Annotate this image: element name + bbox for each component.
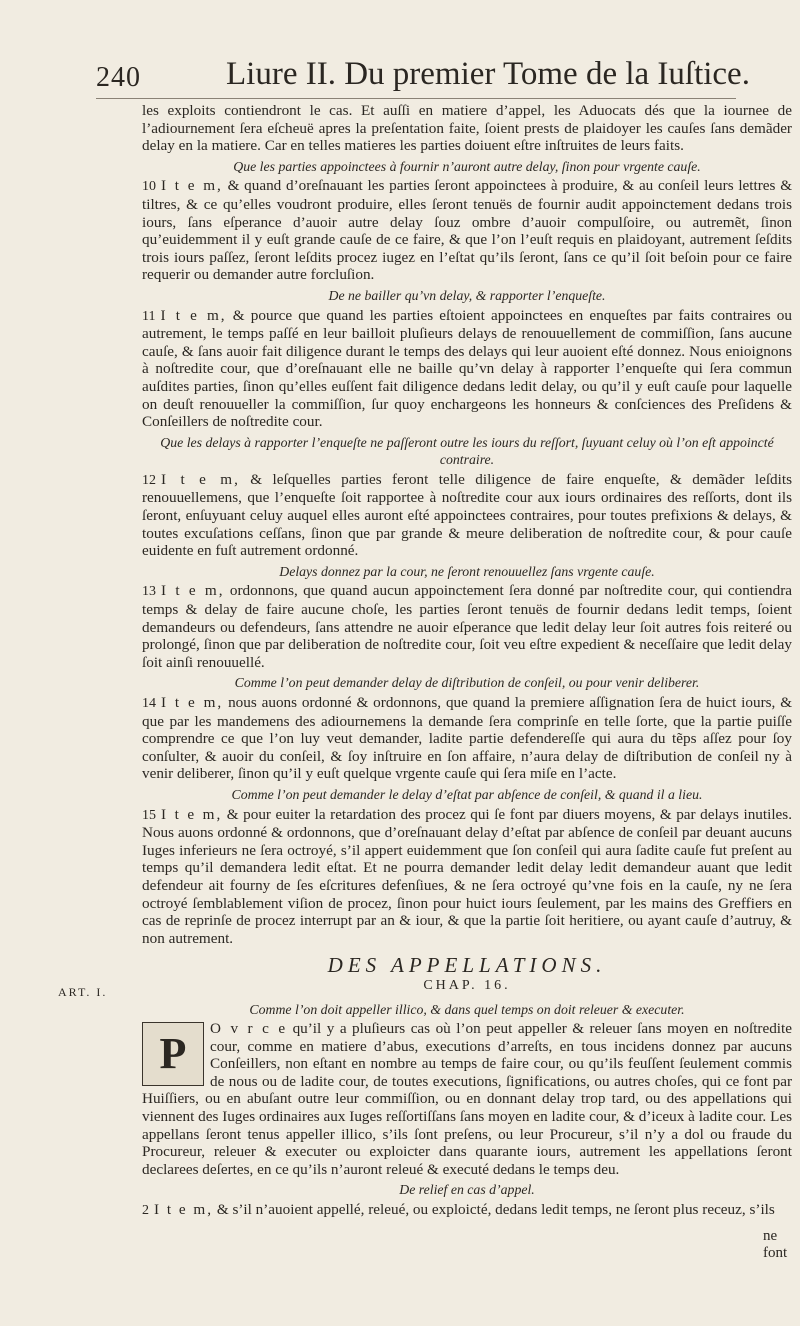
article-number: 14 <box>142 696 156 711</box>
article-1 <box>142 1020 792 1178</box>
article-summary: Que les parties appoinctees à fournir n’auront autre delay, ſinon pour vrgente cauſe. <box>233 158 701 174</box>
article-number: 2 <box>142 1203 149 1219</box>
article-13 <box>142 582 792 671</box>
item-word: I t e m, <box>161 177 223 195</box>
article-text: ordonnons, que quand aucun appoinctement ſera donné par noſtredite cour, qui contiendra temps & delay de faire aucune choſe, les parties ſeront tenuës de fournir dedans ledit temps, ſoient demandeurs ou defendeurs, ſans attendre ne auoir eſperance que ledit delay leur ſoit autres fois reiteré ou prolongé, ſinon que par deliberation de noſtredite cour, ſoit veu eſtre expedient & neceſſaire que ledit delay ſoit ainſi renouuellé. <box>142 582 792 671</box>
running-title: Liure II. Du premier Tome de la Iuſtice. <box>226 56 750 92</box>
running-header <box>96 54 750 99</box>
article-text: & leſquelles parties feront telle diligence de faire enqueſte, & demãder leſdits renouuellemens, que l’enqueſte ſoit rapportee à noſtredite cour aux iours ordinaires des reſſorts, dont ils ſeront, enſuyuant celuy auquel elles auront eſté appoinctees contraires, pour toutes prefixions & delays, & toutes excuſations ceſſans, ſinon que par grande & meure deliberation de noſtredite cour, & pour cauſe euidente en fuſt autrement ordonné. <box>142 470 793 560</box>
article-10 <box>142 177 792 284</box>
paragraph: les exploits contiendront le cas. Et auſſi en matiere d’appel, les Aduocats dés que la iournee de l’adiournement ſera eſcheuë apres la preſentation faite, ſoient prests de plaidoyer les cauſes ſans demãder delay en la matiere. Car en telles matieres les parties doiuent eſtre inſtruites de leurs faits. <box>142 102 792 155</box>
article-12 <box>142 471 792 560</box>
article-text: nous auons ordonné & ordonnons, que quand la premiere aſſignation ſera de huict iours, & que par les mandemens des adiournemens la demande ſera comprinſe en telle ſorte, que la partie puiſſe comprendre ce que l’on luy veut demander, ladite partie defendereſſe qui aura du tẽps aſſez pour ſoy conſulter, & auoir du conſeil, & ſoy inſtruire en ſon affaire, n’aura delay de diſtribution de conſeil ny à venir deliberer, ſinon qu’il y euſt quelque vrgente cauſe qui ſera miſe en l’acte. <box>142 694 793 783</box>
item-word: I t e m, <box>161 582 225 600</box>
initial-letter: P <box>159 1029 187 1079</box>
article-15 <box>142 806 792 948</box>
article-2 <box>142 1201 792 1220</box>
decorated-initial <box>142 1022 204 1086</box>
article-number: 13 <box>142 584 156 600</box>
article-summary: Comme l’on peut demander le delay d’eſtat par abſence de conſeil, & quand il a lieu. <box>231 786 703 802</box>
catchword: ne font <box>763 1228 788 1261</box>
page-number: 240 <box>96 62 141 93</box>
article-text: & quand d’oreſnauant les parties ſeront appoinctees à produire, & au conſeil leurs lettres & tiltres, & ce qu’elles voudront produire, elles ſeront tenuës de fournir audit appoinctement dedans trois iours, ſans eſperance d’auoir autre delay ſouz ombre d’auoir compulſoire, ou autremẽt, ſinon qu’euidemment il y euſt grande cauſe de ce faire, & que l’on l’euſt requis en plaidoyant, autrement ſeſdits trois iours paſſez, ſeront leſdits procez iugez en l’eſtat qu’ils ſeront, ſans ce qu’il ſoit beſoin pour ce faire requerir ou demander autre forcluſion. <box>142 177 793 284</box>
margin-article-label: ART. I. <box>58 985 108 999</box>
article-summary: Comme l’on doit appeller illico, & dans quel temps on doit releuer & executer. <box>249 1001 685 1017</box>
article-11 <box>142 307 792 431</box>
article-14 <box>142 694 792 783</box>
article-summary: Delays donnez par la cour, ne ſeront renouuellez ſans vrgente cauſe. <box>279 563 655 579</box>
article-summary: Comme l’on peut demander delay de diſtribution de conſeil, ou pour venir deliberer. <box>234 675 700 691</box>
item-word: I t e m, <box>161 470 240 488</box>
article-summary: De ne bailler qu’vn delay, & rapporter l’enqueſte. <box>328 287 606 303</box>
article-text: & pource que quand les parties eſtoient appoinctees en enqueſtes par faits contraires ou autrement, le temps paſſé en leur bailloit pluſieurs delays de renouuellement de commiſſion, ſans aucune cauſe, & ſans auoir fait diligence durant le temps des delays qui leur auoient eſté donnez. Nous enioignons à noſtredite cour, que d’oreſnauant elle ne baille qu’vn delay à rapporter l’enqueſte qui ſera commun auſdites parties, ſinon qu’elles euſſent fait diligence dedans ledit delay, ou qu’il y euſt cauſe pour laquelle on deuſt renouueller la commiſſion, ſur quoy enchargeons les honneurs & conſciences des Preſidens & Conſeillers de noſtredite cour. <box>142 306 792 431</box>
article-summary: Que les delays à rapporter l’enqueſte ne paſſeront outre les iours du reſſort, ſuyuant celuy où l’on eſt appoincté contraire. <box>160 434 774 468</box>
section-title: DES APPELLATIONS. <box>327 953 607 978</box>
chapter-heading: CHAP. 16. <box>423 977 511 993</box>
article-text: & pour euiter la retardation des procez qui ſe font par diuers moyens, & par delays inutiles. Nous auons ordonné & ordonnons, que d’oreſnauant delay d’eſtat par abſence de conſeil par deuant aucuns Iuges inferieurs ne ſera octroyé, s’il appert euidemment que ſon conſeil qui aura ſadite cauſe fut preſent au temps qu’il demandera ledit eſtat. Et ne pourra demander ledit delay ledit demandeur auant que ledit defendeur ait fourny de ſes eſcritures defenſiues, & ne ſera octroyé qu’vne fois en la cauſe, ny ne ſera octroyé ſemblablement viſion de procez, ſinon pour huict iours ſeulement, par les mains des Greffiers en cas de reprinſe de procez interrupt par an & iour, & que la partie ſoit heritiere, ou ayant cauſe d’autruy, & non autrement. <box>142 805 792 947</box>
article-number: 10 <box>142 179 156 195</box>
article-number: 12 <box>142 472 156 488</box>
article-number: 15 <box>142 807 156 823</box>
article-text: & s’il n’auoient appellé, releué, ou exploicté, dedans ledit temps, ne ſeront plus receuz, s’ils <box>216 1201 775 1219</box>
item-word: I t e m, <box>154 1201 214 1219</box>
lead-word: O v r c e <box>210 1020 288 1038</box>
item-word: I t e m, <box>161 805 223 823</box>
article-number: 11 <box>142 308 156 324</box>
text-column <box>142 102 792 1220</box>
item-word: I t e m, <box>161 694 224 711</box>
item-word: I t e m, <box>160 306 227 324</box>
article-text: qu’il y a pluſieurs cas où l’on peut appeller & releuer ſans moyen en noſtredite cour, comme en matiere d’abus, executions d’arreſts, en tous incidens donnez par aucuns Conſeillers, non eſtant en nombre au temps de faire cour, ou qu’ils feuſſent ſeulement commis de nous ou de ladite cour, de toutes executions, ſignifications, ou autres choſes, qui ce font par Huiſſiers, ou en abuſant outre leur commiſſion, ou en donnant delay trop tard, ou des appellations qui viennent des Iuges ordinaires aux Iuges reſſortiſſans ſans moyen en ladite cour, & d’iceux à ladite cour. Les appellans ſeront tenus appeller illico, s’ils ſont preſens, ou leur Procureur, s’il n’y a dol ou fraude du Procureur, releuer & executer ou exploicter dans quarante iours, autrement les appellations ſeront declarees deſertes, en ce qu’ils n’auront releué & executé dedans le temps deu. <box>142 1020 792 1178</box>
article-summary: De relief en cas d’appel. <box>399 1182 535 1198</box>
